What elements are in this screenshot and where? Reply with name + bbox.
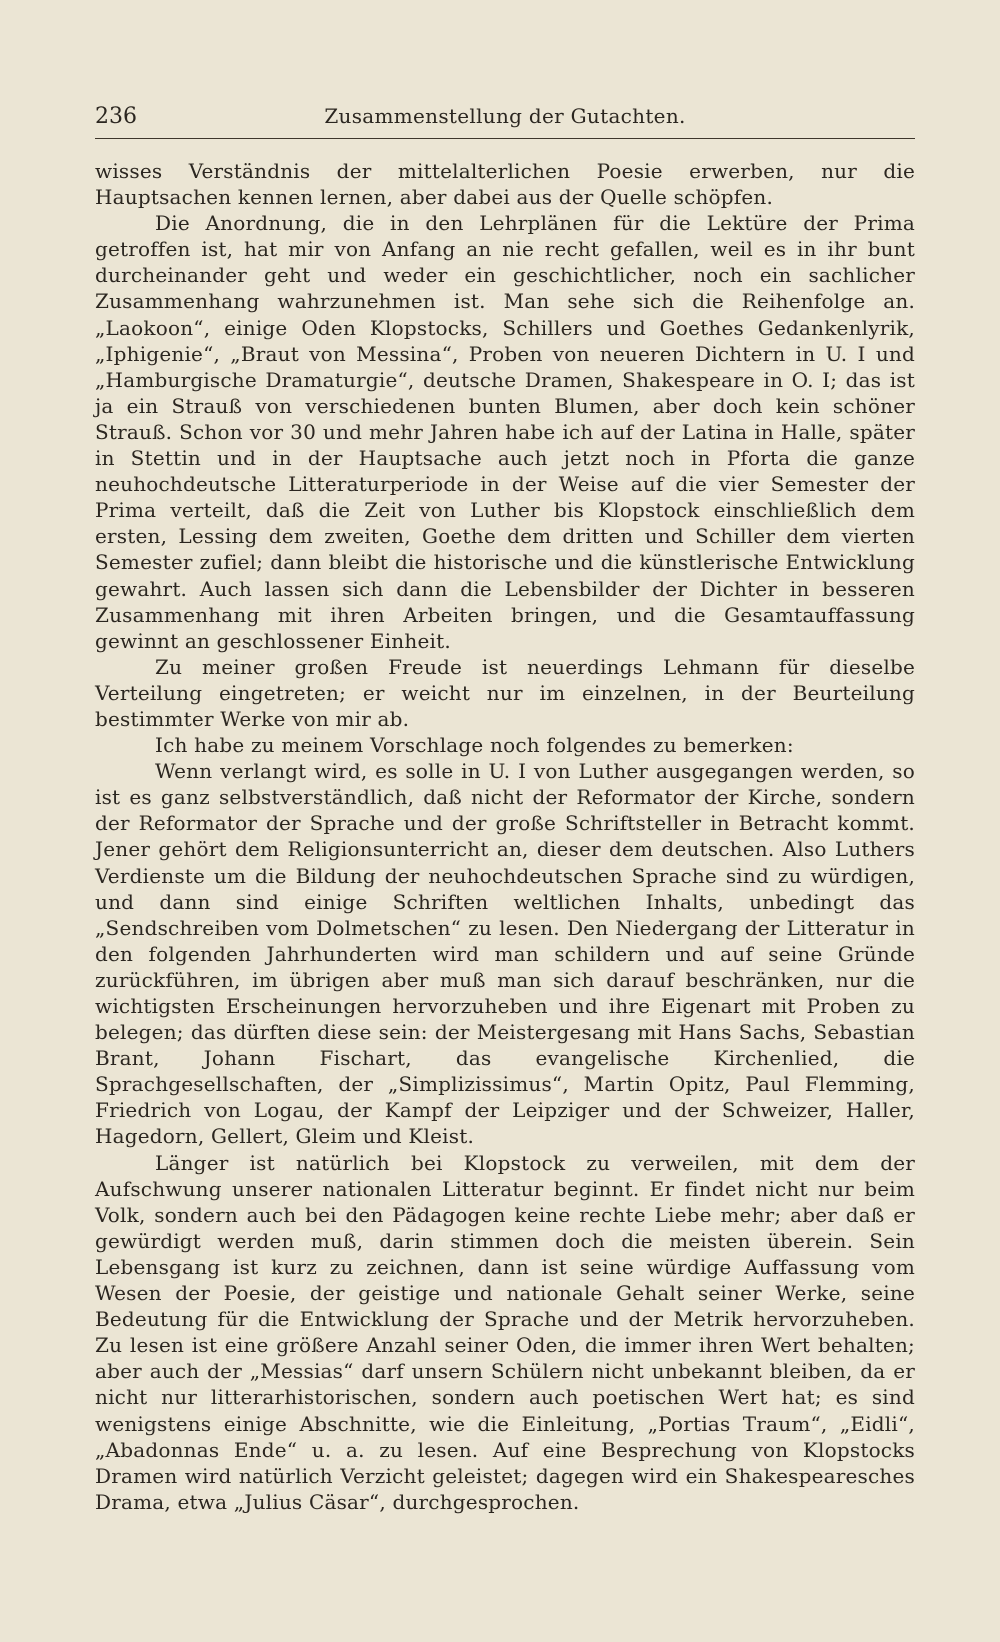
- paragraph-continuation: wisses Verständnis der mittelalterlichen Poesie erwerben, nur die Hauptsachen kennen lernen, aber dabei aus der Quelle schöpfen.: [95, 159, 915, 210]
- paragraph: Ich habe zu meinem Vorschlage noch folgendes zu bemerken:: [155, 733, 794, 758]
- page-header: [95, 104, 915, 134]
- page-number: 236: [95, 104, 137, 129]
- paragraph: Zu meiner großen Freude ist neuerdings Lehmann für dieselbe Verteilung eingetreten; er weicht nur im einzelnen, in der Beurteilung bestimmter Werke von mir ab.: [95, 654, 915, 731]
- paragraph: Wenn verlangt wird, es solle in U. I von Luther ausgegangen werden, so ist es ganz selbstverständlich, daß nicht der Reformator der Kirche, sondern der Reformator der Sprache und der große Schriftsteller in Betracht kommt. Jener gehört dem Religionsunterricht an, dieser dem deutschen. Also Luthers Verdienste um die Bildung der neuhochdeutschen Sprache sind zu würdigen, und dann sind einige Schriften weltlichen Inhalts, unbedingt das „Sendschreiben vom Dolmetschen“ zu lesen. Den Niedergang der Litteratur in den folgenden Jahrhunderten wird man schildern und auf seine Gründe zurückführen, im übrigen aber muß man sich darauf beschränken, nur die wichtigsten Erscheinungen hervorzuheben und ihre Eigenart mit Proben zu belegen; das dürften diese sein: der Meistergesang mit Hans Sachs, Sebastian Brant, Johann Fischart, das evangelische Kirchenlied, die Sprachgesellschaften, der „Simplizissimus“, Martin Opitz, Paul Flemming, Friedrich von Logau, der Kampf der Leipziger und der Schweizer, Haller, Hagedorn, Gellert, Gleim und Kleist.: [95, 759, 915, 1149]
- body-text: [95, 158, 915, 1515]
- paragraph: Länger ist natürlich bei Klopstock zu verweilen, mit dem der Aufschwung unserer nationalen Litteratur beginnt. Er findet nicht nur beim Volk, sondern auch bei den Pädagogen keine rechte Liebe mehr; aber daß er gewürdigt werden muß, darin stimmen doch die meisten überein. Sein Lebensgang ist kurz zu zeichnen, dann ist seine würdige Auffassung vom Wesen der Poesie, der geistige und nationale Gehalt seiner Werke, seine Bedeutung für die Entwicklung der Sprache und der Metrik hervorzuheben. Zu lesen ist eine größere Anzahl seiner Oden, die immer ihren Wert behalten; aber auch der „Messias“ darf unsern Schülern nicht unbekannt bleiben, da er nicht nur litterarhistorischen, sondern auch poetischen Wert hat; es sind wenigstens einige Abschnitte, wie die Einleitung, „Portias Traum“, „Eidli“, „Abadonnas Ende“ u. a. zu lesen. Auf eine Besprechung von Klopstocks Dramen wird natürlich Verzicht geleistet; dagegen wird ein Shakespearesches Drama, etwa „Julius Cäsar“, durchgesprochen.: [95, 1150, 915, 1514]
- header-rule: [95, 138, 915, 139]
- paragraph: Die Anordnung, die in den Lehrplänen für die Lektüre der Prima getroffen ist, hat mir von Anfang an nie recht gefallen, weil es in ihr bunt durcheinander geht und weder ein geschichtlicher, noch ein sachlicher Zusammenhang wahrzunehmen ist. Man sehe sich die Reihenfolge an. „Laokoon“, einige Oden Klopstocks, Schillers und Goethes Gedankenlyrik, „Iphigenie“, „Braut von Messina“, Proben von neueren Dichtern in U. I und „Hamburgische Dramaturgie“, deutsche Dramen, Shakespeare in O. I; das ist ja ein Strauß von verschiedenen bunten Blumen, aber doch kein schöner Strauß. Schon vor 30 und mehr Jahren habe ich auf der Latina in Halle, später in Stettin und in der Hauptsache auch jetzt noch in Pforta die ganze neuhochdeutsche Litteraturperiode in der Weise auf die vier Semester der Prima verteilt, daß die Zeit von Luther bis Klopstock einschließlich dem ersten, Lessing dem zweiten, Goethe dem dritten und Schiller dem vierten Semester zufiel; dann bleibt die historische und die künstlerische Entwicklung gewahrt. Auch lassen sich dann die Lebensbilder der Dichter in besseren Zusammenhang mit ihren Arbeiten bringen, und die Gesamtauffassung gewinnt an geschlossener Einheit.: [95, 211, 915, 653]
- running-title: Zusammenstellung der Gutachten.: [324, 104, 686, 128]
